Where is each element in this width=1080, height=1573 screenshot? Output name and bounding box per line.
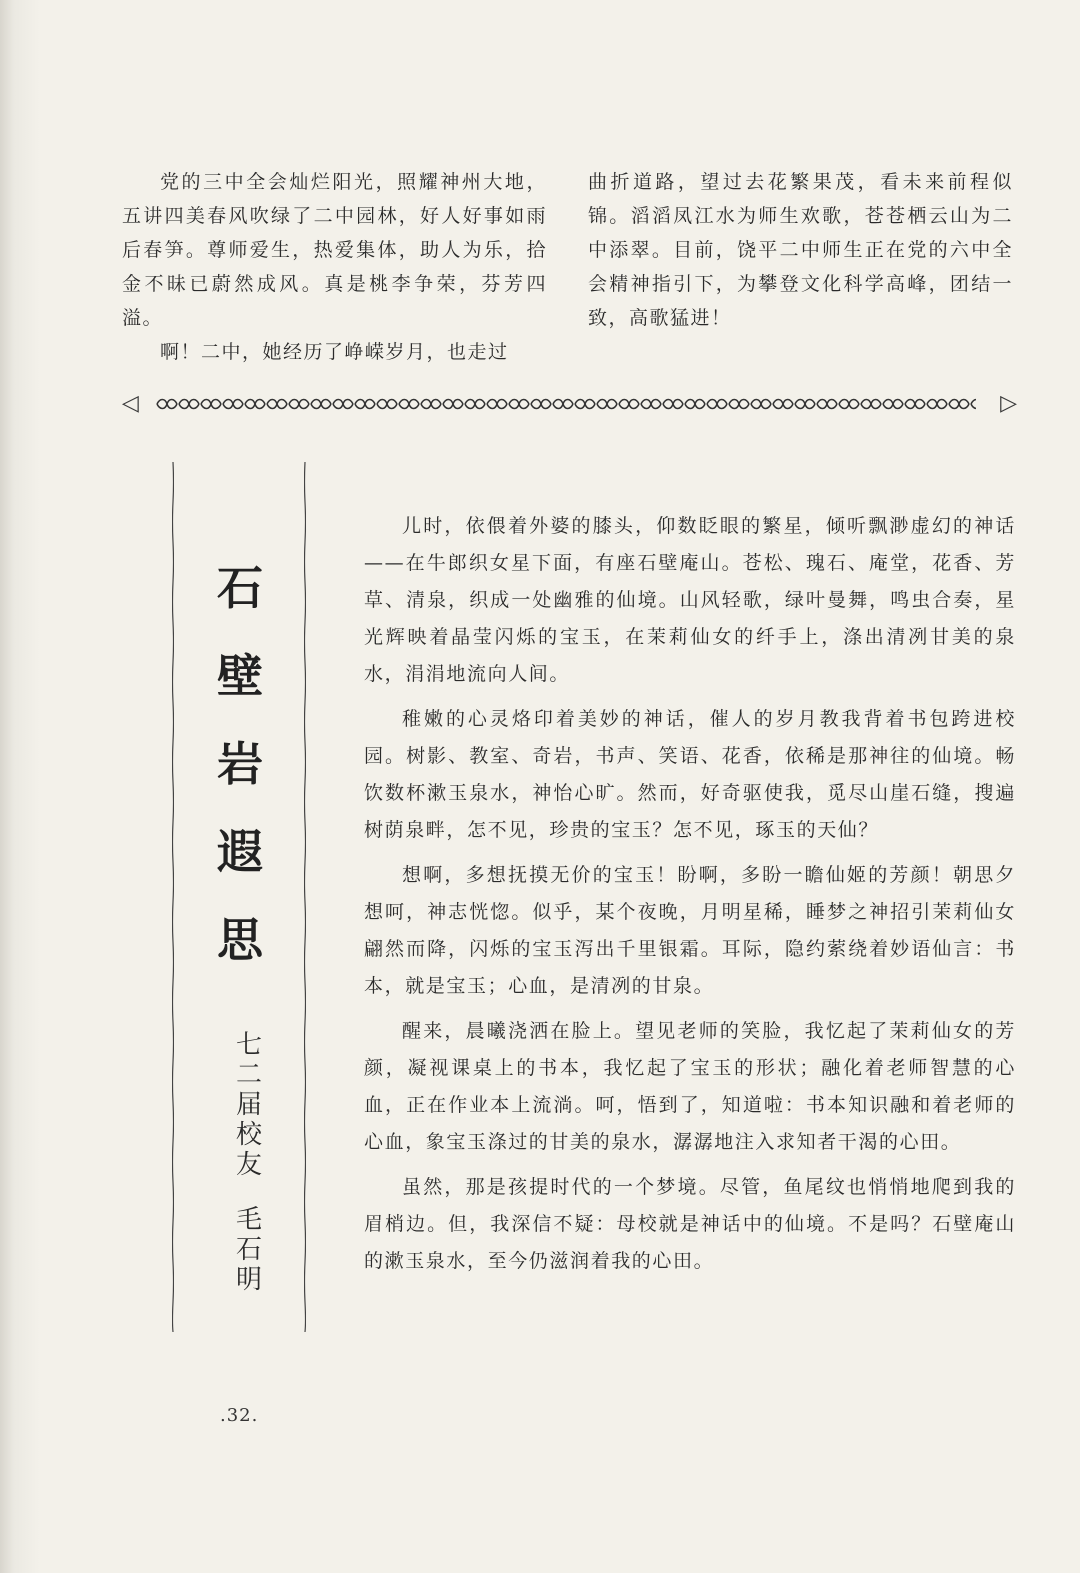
left-triangle-icon: ◁ xyxy=(122,391,139,416)
top-right-paragraph-1: 曲折道路，望过去花繁果茂，看未来前程似锦。滔滔凤江水为师生欢歌，苍苍栖云山为二中添翠。目前，饶平二中师生正在党的六中全会精神指引下，为攀登文化科学高峰，团结一致，高歌猛进！ xyxy=(588,171,1013,329)
byline xyxy=(230,1030,300,1320)
chain-ornament xyxy=(156,398,976,410)
body-paragraph-2: 稚嫩的心灵烙印着美妙的神话，催人的岁月教我背着书包跨进校园。树影、教室、奇岩，书声、笑语、花香，依稀是那神往的仙境。畅饮数杯漱玉泉水，神怡心旷。然而，好奇驱使我，觅尽山崖石缝，搜遍树荫泉畔，怎不见，珍贵的宝玉？怎不见，琢玉的天仙？ xyxy=(364,708,1016,841)
body-paragraph-4: 醒来，晨曦浇洒在脸上。望见老师的笑脸，我忆起了茉莉仙女的芳颜，凝视课桌上的书本，我忆起了宝玉的形状；融化着老师智慧的心血，正在作业本上流淌。呵，悟到了，知道啦：书本知识融和着老师的心血，象宝玉涤过的甘美的泉水，潺潺地注入求知者干渴的心田。 xyxy=(364,1020,1016,1153)
title-left-rule xyxy=(172,462,174,1332)
title-char: 石 xyxy=(217,561,263,615)
top-right-column xyxy=(588,165,1013,335)
title-char: 岩 xyxy=(217,737,263,791)
title-char: 遐 xyxy=(217,825,263,879)
top-left-paragraph-1: 党的三中全会灿烂阳光，照耀神州大地，五讲四美春风吹绿了二中园林，好人好事如雨后春笋。尊师爱生，热爱集体，助人为乐，拾金不昧已蔚然成风。真是桃李争荣，芬芳四溢。 xyxy=(122,171,547,329)
top-left-column xyxy=(122,165,547,369)
byline-class: 七 二 届 校 友 xyxy=(235,1030,262,1180)
top-section xyxy=(122,165,1022,365)
chain-divider xyxy=(122,392,1017,416)
title-char: 思 xyxy=(217,913,263,967)
top-left-paragraph-2: 啊！二中，她经历了峥嵘岁月，也走过 xyxy=(160,341,509,363)
byline-author: 毛 石 明 xyxy=(235,1205,262,1295)
body-paragraph-5: 虽然，那是孩提时代的一个梦境。尽管，鱼尾纹也悄悄地爬到我的眉梢边。但，我深信不疑：母校就是神话中的仙境。不是吗？石壁庵山的漱玉泉水，至今仍滋润着我的心田。 xyxy=(364,1176,1016,1272)
article-title xyxy=(210,544,270,984)
body-paragraph-3: 想啊，多想抚摸无价的宝玉！盼啊，多盼一瞻仙姬的芳颜！朝思夕想呵，神志恍惚。似乎，某个夜晚，月明星稀，睡梦之神招引茉莉仙女翩然而降，闪烁的宝玉泻出千里银霜。耳际，隐约萦绕着妙语仙言：书本，就是宝玉；心血，是清冽的甘泉。 xyxy=(364,864,1016,997)
body-paragraph-1: 儿时，依偎着外婆的膝头，仰数眨眼的繁星，倾听飘渺虚幻的神话——在牛郎织女星下面，有座石壁庵山。苍松、瑰石、庵堂，花香、芳草、清泉，织成一处幽雅的仙境。山风轻歌，绿叶曼舞，鸣虫合奏，星光辉映着晶莹闪烁的宝玉，在茉莉仙女的纤手上，涤出清冽甘美的泉水，涓涓地流向人间。 xyxy=(364,515,1016,685)
right-triangle-icon: ▷ xyxy=(1000,391,1017,416)
title-right-rule xyxy=(304,462,306,1332)
title-char: 壁 xyxy=(217,649,263,703)
page-number: .32. xyxy=(220,1405,259,1426)
article-body xyxy=(364,508,1016,1288)
